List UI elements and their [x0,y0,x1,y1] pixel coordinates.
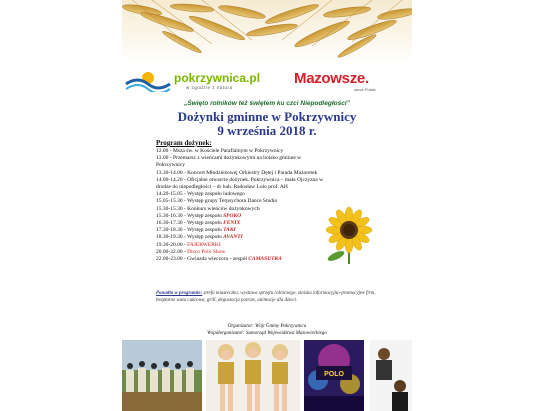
program-item-text: 22.00-23.00 - Gwiazda wieczoru - zespół [156,256,249,263]
program-item [156,234,326,241]
program-item [156,256,326,263]
band-photo [122,340,202,411]
program-item [156,191,326,198]
program-item [156,148,326,155]
program-item [156,227,326,234]
pokrzywnica-brand: pokrzywnica.pl [174,71,261,85]
program-item [156,249,326,256]
slogan: „Święto rolników też świętem ku czci Niepodległości” [184,100,350,107]
sunflower-image [314,206,384,264]
program-item-performer: SPOKO [223,212,242,219]
program-item [156,155,326,169]
program-item-text: 16.30-17.30 - Występ zespołu [156,220,224,227]
program [156,139,326,263]
mazowsze-brand: Mazowsze. [294,70,369,87]
dancers-photo [206,340,300,411]
program-item-text: 13.00 - Przemarsz z wieńcami dożynkowymi na boisko gminne w Pokrzywnicy [156,155,302,169]
wheat-banner [122,0,412,64]
program-item [156,170,326,177]
sun-wave-icon [124,70,172,92]
event-date: 9 września 2018 r. [217,123,317,138]
wheat-image [122,0,412,64]
pokrzywnica-tagline: w zgodzie z natura [186,85,233,90]
program-item-performer: FENIX [223,220,241,227]
program-item-text: 15.30-15.30 - Konkurs wieńców dożynkowych [156,205,260,212]
pokrzywnica-logo [124,70,264,94]
poster [122,0,412,411]
program-item-performer: AVANTI [223,234,243,241]
program-list [156,148,326,263]
program-item-text: 13.30-14.00 - Koncert Młodzieżowej Orkiestry Dętej i Parada Mażoretek [156,169,318,176]
singer-photo [370,340,412,411]
program-item-text: 14.00-14.20 - Oficjalne otwarcie dożynek. Pokrzywnica – mała Ojczyzna w drodze do niepodległości – dr hab. Radosław Lolo prof. AH [156,176,324,191]
mazowsze-logo [294,70,386,94]
extra-label: Ponadto w programie: [156,291,203,296]
program-item-text: 18.30-19.30 - Występ zespołu [156,234,224,241]
program-item-text: 12.00 - Msza św. w Kościele Parafialnym w Pokrzywnicy [156,148,284,154]
program-item [156,213,326,220]
coorganizer: Współorganizator: Samorząd Województwa Mazowieckiego [207,331,327,336]
program-item [156,242,326,249]
program-item [156,177,326,191]
program-item [156,206,326,213]
photo-strip [122,340,412,411]
program-item-text: 14.20-15.05 - Występ zespołu ludowego [156,191,245,198]
program-item-performer: TAKI [223,227,236,234]
program-heading: Program dożynek: [156,139,212,147]
program-item-performer: CAMASUTRA [248,256,282,263]
extra-text: strefa miasteczko, wystawa sprzętu rolniczego, stoiska informacyjno-promocyjne firm, bezpłatne wata cukrowa, grill, degustacja potraw, animacje dla dzieci. [156,291,376,303]
program-item [156,198,326,205]
page-title: Dożynki gminne w Pokrzywnicy [177,109,357,124]
program-item-text: 17.30-18.30 - Występ zespołu [156,227,224,234]
program-item-text: 15.30-16.30 - Występ zespołu [156,212,224,219]
organizer: Organizator: Wójt Gminy Pokrzywnica [227,324,307,329]
extra-attractions [156,291,382,304]
program-item [156,220,326,227]
svg-text:POLO: POLO [324,371,344,378]
program-item-performer: Disco Polo Show [187,248,226,255]
program-item-performer: FAJERWERKI [187,241,221,248]
program-item-text: 15.05-15.30 - Występ grupy Terpsychora Dance Studio [156,198,278,205]
program-item-text: 19.30-20.00 - [156,241,188,248]
mazowsze-sub: serce Polski [354,87,376,92]
program-item-text: 20.00-22.00 - [156,248,188,255]
disco-polo-show-photo [304,340,364,411]
